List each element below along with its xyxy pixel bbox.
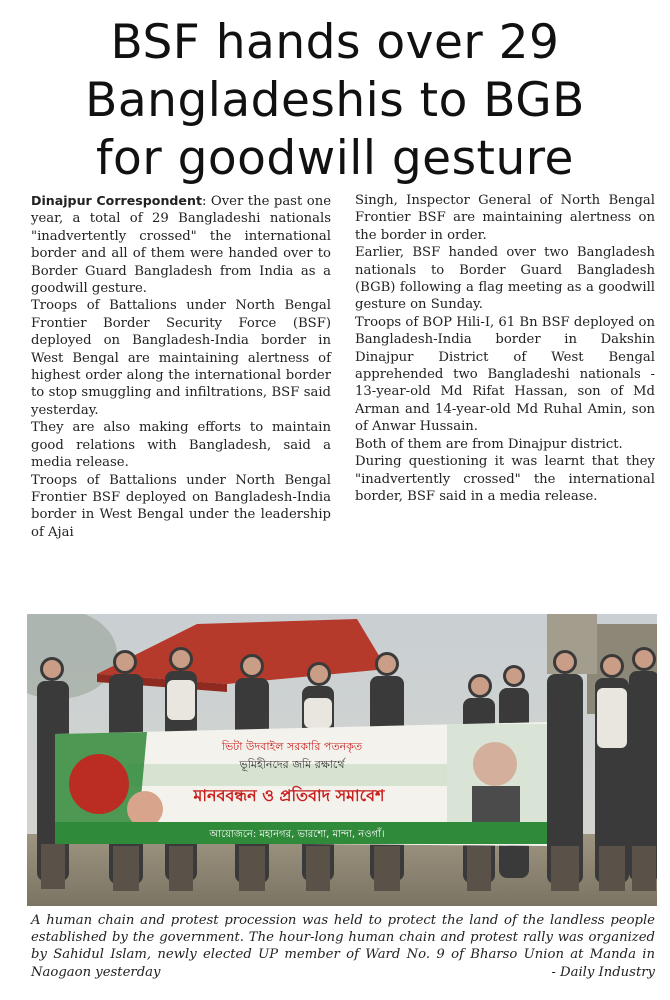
paragraph-2: Troops of Battalions under North Bengal Frontier Border Security Force (BSF) deployed on Bangladesh-India border in West Bengal are maintaining alertness of highest order along the international border to stop smuggling and infiltrations, BSF said yesterday.: [31, 298, 331, 418]
banner-line-1: ভিটা উদবাইল সরকারি পতনকৃত: [221, 740, 363, 753]
article-column-left: [31, 192, 331, 541]
paragraph-6: Earlier, BSF handed over two Bangladesh nationals to Border Guard Bangladesh (BGB) following a flag meeting as a goodwill gesture on Sunday.: [355, 245, 655, 313]
headline-line-3: for goodwill gesture: [96, 131, 574, 186]
banner-line-4: আয়োজনে: মহানগর, ভারশো, মান্দা, নওগাঁ।: [209, 829, 385, 840]
paragraph-4: Troops of Battalions under North Bengal Frontier BSF deployed on Bangladesh-India border in West Bengal under the leadership of Ajai: [31, 472, 331, 540]
protest-banner: [55, 722, 547, 846]
headline-line-1: BSF hands over 29: [110, 15, 560, 70]
paragraph-1-text: : Over the past one year, a total of 29 Bangladeshi nationals "inadvertently crossed" the international border and all of them were handed over to Border Guard Bangladesh from India as a goodwill gesture.: [31, 194, 331, 297]
photo-illustration: [27, 614, 657, 906]
paragraph-5: Singh, Inspector General of North Bengal Frontier BSF are maintaining alertness on the border in order.: [355, 193, 655, 243]
byline: Dinajpur Correspondent: [31, 193, 202, 208]
headline: [0, 14, 670, 188]
caption-credit: - Daily Industry: [551, 964, 655, 980]
paragraph-7: Troops of BOP Hili-I, 61 Bn BSF deployed on Bangladesh-India border in Dakshin Dinajpur District of West Bengal apprehended two Bangladeshi nationals - 13-year-old Md Rifat Hassan, son of Md Arman and 14-year-old Md Ruhal Amin, son of Anwar Hussain.: [355, 314, 655, 435]
banner-line-2: ভূমিহীনদের জমি রক্ষার্থে: [239, 758, 345, 771]
paragraph-1: [31, 192, 331, 297]
caption-text: A human chain and protest procession was held to protect the land of the landless people established by the government. The hour-long human chain and protest rally was organized by Sahidul Islam, newly elected UP member of Ward No. 9 of Bharso Union at Manda in Naogaon yesterday: [31, 913, 655, 980]
banner-line-3: মানববন্ধন ও প্রতিবাদ সমাবেশ: [193, 786, 385, 805]
article-column-right: [355, 192, 655, 505]
photo-caption: [31, 912, 655, 981]
paragraph-8: Both of them are from Dinajpur district.: [355, 436, 623, 452]
paragraph-9: During questioning it was learnt that they "inadvertently crossed" the international border, BSF said in a media release.: [355, 454, 655, 504]
headline-line-2: Bangladeshis to BGB: [85, 73, 585, 128]
paragraph-3: They are also making efforts to maintain good relations with Bangladesh, said a media release.: [31, 420, 331, 471]
news-photo: [27, 614, 657, 906]
